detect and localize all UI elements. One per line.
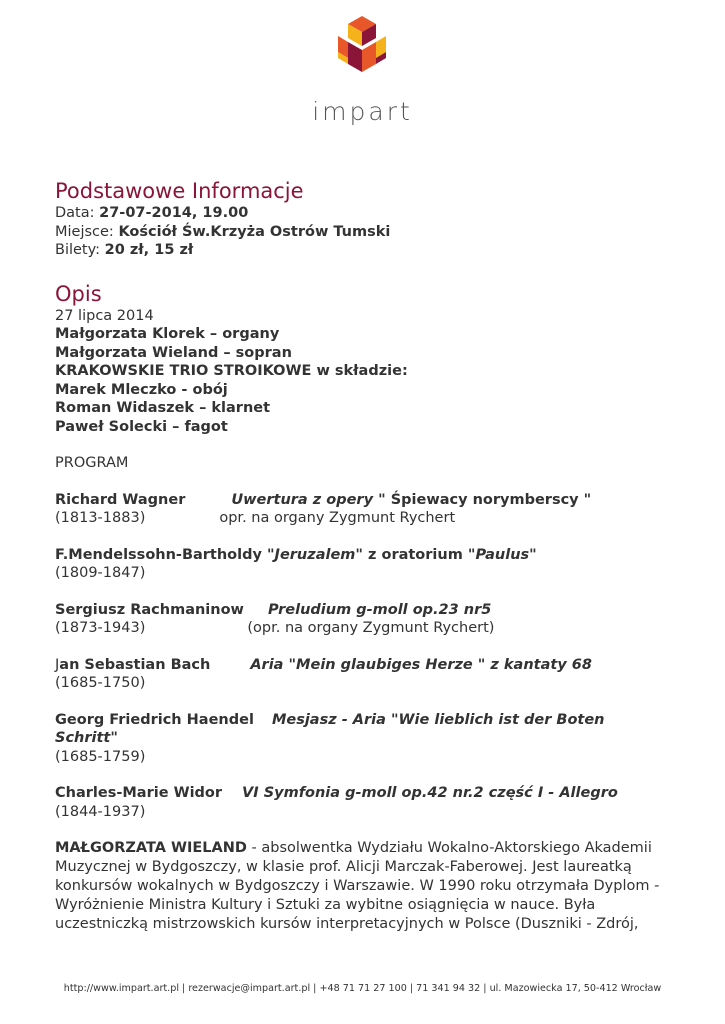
performer-line: Małgorzata Klorek – organy (55, 326, 280, 342)
date-line: Data: 27-07-2014, 19.00 (55, 205, 249, 221)
tickets-line: Bilety: 20 zł, 15 zł (55, 242, 194, 258)
composer-years: (1844-1937) (55, 803, 146, 820)
composer-name: F.Mendelssohn-Bartholdy " (55, 546, 275, 563)
composer-years: (1813-1883) (55, 510, 146, 526)
composer-name: Richard Wagner (55, 491, 186, 508)
logo-wordmark: impart (312, 97, 413, 126)
info-heading: Podstawowe Informacje (55, 179, 304, 203)
document-body (55, 178, 675, 934)
work-title: VI Symfonia g-moll op.42 nr.2 część I - Allegro (242, 785, 618, 801)
program-item-mendelssohn: F.Mendelssohn-Bartholdy "Jeruzalem" z oratorium "Paulus" (1809-1847) (55, 546, 675, 583)
tickets-value: 20 zł, 15 zł (104, 242, 194, 258)
composer-name: Sergiusz Rachmaninow (55, 601, 244, 618)
performer-line: Marek Mleczko - obój (55, 381, 228, 398)
opis-heading: Opis (55, 281, 102, 306)
composer-years: (1685-1750) (55, 675, 146, 691)
composer-years: (1685-1759) (55, 748, 146, 765)
performer-line: Roman Widaszek – klarnet (55, 400, 271, 416)
arrangement-note: opr. na organy Zygmunt Rychert (219, 510, 456, 526)
impart-logo-icon (334, 14, 390, 76)
composer-name: Georg Friedrich Haendel (55, 711, 254, 728)
program-item-bach: Jan Sebastian Bach Aria "Mein glaubiges Herze " z kantaty 68 (1685-1750) (55, 656, 675, 693)
composer-name: an Sebastian Bach (59, 656, 211, 673)
bio-paragraph: MAŁGORZATA WIELAND - absolwentka Wydziału Wokalno-Aktorskiego Akademii Muzycznej w Bydgoszczy, w klasie prof. Alicji Marczak-Faberowej. Jest laureatką konkursów wokalnych w Bydgoszczy i Warszawie. W 1990 roku otrzymała Dyplom - Wyróżnienie Ministra Kultury i Sztuki za wybitne osiągnięcia w nauce. Była uczestniczką mistrzowskich kursów interpretacyjnych w Polsce (Duszniki - Zdrój, (55, 840, 660, 932)
bio-name: MAŁGORZATA WIELAND (55, 840, 247, 856)
arrangement-note: (opr. na organy Zygmunt Rychert) (247, 620, 495, 636)
impart-logo (310, 14, 415, 126)
program-item-haendel: Georg Friedrich Haendel Mesjasz - Aria "Wie lieblich ist der Boten Schritt" (1685-1759) (55, 711, 675, 767)
program-item-widor (55, 784, 675, 821)
work-title: Aria "Mein glaubiges Herze " z kantaty 68 (250, 656, 592, 673)
work-title: Uwertura z opery (231, 491, 374, 508)
performer-line: Paweł Solecki – fagot (55, 418, 228, 435)
work-title: Paulus (475, 546, 530, 563)
program-item-wagner: Richard Wagner Uwertura z opery " Śpiewacy norymberscy " (1813-1883) opr. na organy Zygmunt Rychert (55, 491, 592, 526)
program-item-rachmaninow (55, 601, 675, 638)
work-title: Preludium g-moll op.23 nr5 (267, 601, 492, 618)
composer-years: (1809-1847) (55, 565, 146, 581)
date-value: 27-07-2014, 19.00 (99, 205, 249, 221)
opis-date: 27 lipca 2014 (55, 307, 154, 324)
performer-line: KRAKOWSKIE TRIO STROIKOWE w składzie: (55, 363, 408, 379)
place-value: Kościół Św.Krzyża Ostrów Tumski (118, 223, 391, 240)
place-line: Miejsce: Kościół Św.Krzyża Ostrów Tumski (55, 223, 391, 240)
program-label: PROGRAM (55, 455, 129, 471)
composer-years: (1873-1943) (55, 620, 146, 636)
performer-line: Małgorzata Wieland – sopran (55, 344, 292, 361)
work-title: Jeruzalem (274, 546, 356, 563)
work-title: Mesjasz - Aria "Wie lieblich ist der Boten (271, 711, 605, 728)
composer-name: Charles-Marie Widor (55, 785, 223, 801)
page-footer: http://www.impart.art.pl | rezerwacje@impart.art.pl | +48 71 71 27 100 | 71 341 94 32 | ul. Mazowiecka 17, 50-412 Wrocław (63, 983, 662, 994)
